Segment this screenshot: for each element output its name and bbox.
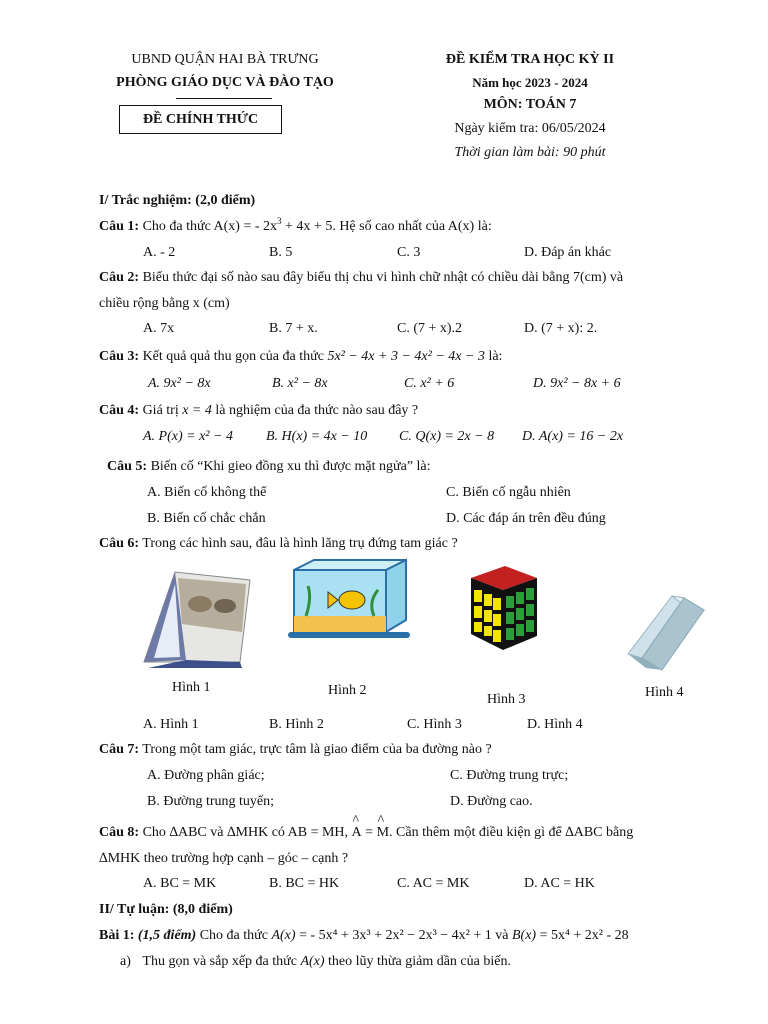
- figure-2-caption: Hình 2: [328, 683, 367, 698]
- option: A. 9x² − 8x: [148, 376, 211, 391]
- question-2-label: Câu 2:: [99, 270, 140, 285]
- option: C. Biến cố ngẫu nhiên: [446, 485, 571, 500]
- question-7: Câu 7: Trong một tam giác, trực tâm là giao điểm của ba đường nào ?: [99, 742, 492, 757]
- question-3-label: Câu 3:: [99, 349, 140, 364]
- calendar-prism-figure: [130, 562, 255, 672]
- aquarium-figure: [286, 556, 412, 646]
- option: C. 3: [397, 245, 421, 260]
- exercise-1-part-a: a) Thu gọn và sắp xếp đa thức A(x) theo lũy thừa giảm dần của biến.: [120, 954, 511, 969]
- figure-4-caption: Hình 4: [645, 685, 684, 700]
- exercise-1: Bài 1: (1,5 điểm) Cho đa thức A(x) = - 5x⁴ + 3x³ + 2x² − 2x³ − 4x² + 1 và B(x) = 5x⁴ + 2x² - 28: [99, 928, 629, 943]
- department-name: UBND QUẬN HAI BÀ TRƯNG: [131, 52, 319, 67]
- option: C. Đường trung trực;: [450, 768, 569, 783]
- option: D. Các đáp án trên đều đúng: [446, 511, 606, 526]
- option: A. 7x: [143, 321, 175, 336]
- question-8-line2: ∆MHK theo trường hợp cạnh – góc – cạnh ?: [99, 851, 349, 866]
- option: C. Q(x) = 2x − 8: [399, 429, 495, 444]
- exam-title: ĐỀ KIỂM TRA HỌC KỲ II: [445, 52, 615, 67]
- header-divider: [176, 98, 272, 99]
- option: D. Đường cao.: [450, 794, 533, 809]
- option: A. Biến cố không thể: [147, 485, 267, 500]
- question-2-line2: chiều rộng bằng x (cm): [99, 296, 230, 311]
- question-7-label: Câu 7:: [99, 742, 140, 757]
- question-6: Câu 6: Trong các hình sau, đâu là hình lăng trụ đứng tam giác ?: [99, 536, 458, 551]
- official-exam-box: ĐỀ CHÍNH THỨC: [119, 105, 282, 134]
- option: A. Đường phân giác;: [147, 768, 265, 783]
- option: D. 9x² − 8x + 6: [533, 376, 621, 391]
- option: C. AC = MK: [397, 876, 470, 891]
- exercise-1-label: Bài 1:: [99, 928, 135, 943]
- question-5-label: Câu 5:: [107, 459, 148, 474]
- glass-prism-figure: [622, 588, 712, 674]
- question-1-label: Câu 1:: [99, 219, 140, 234]
- question-3: Câu 3: Kết quả quả thu gọn của đa thức 5x² − 4x + 3 − 4x² − 4x − 3 là:: [99, 349, 503, 364]
- school-year: Năm học 2023 - 2024: [472, 75, 588, 90]
- office-name: PHÒNG GIÁO DỤC VÀ ĐÀO TẠO: [116, 75, 334, 90]
- question-2: Câu 2: Biểu thức đại số nào sau đây biểu thị chu vi hình chữ nhật có chiều dài bằng 7(cm) và: [99, 270, 624, 285]
- figure-3-caption: Hình 3: [487, 692, 526, 707]
- option: C. x² + 6: [404, 376, 455, 391]
- figure-1-caption: Hình 1: [172, 680, 211, 695]
- section-2-title: II/ Tự luận: (8,0 điểm): [99, 902, 233, 917]
- part-a-label: a): [120, 954, 131, 969]
- option: B. Biến cố chắc chắn: [147, 511, 266, 526]
- angle-m: ^ M: [377, 825, 389, 841]
- option: D. Hình 4: [527, 717, 583, 732]
- option: B. Đường trung tuyến;: [147, 794, 274, 809]
- option: D. Đáp án khác: [524, 245, 612, 260]
- option: A. - 2: [143, 245, 176, 260]
- section-1-title: I/ Trắc nghiệm: (2,0 điểm): [99, 193, 256, 208]
- angle-a: ^ A: [352, 825, 362, 841]
- exercise-1-points: (1,5 điểm): [134, 928, 197, 943]
- option: A. P(x) = x² − 4: [143, 429, 233, 444]
- option: C. Hình 3: [407, 717, 462, 732]
- question-5: Câu 5: Biến cố “Khi gieo đồng xu thì được mặt ngửa” là:: [107, 459, 431, 474]
- option: B. 7 + x.: [269, 321, 318, 336]
- rubik-cube-figure: [465, 562, 545, 654]
- subject: MÔN: TOÁN 7: [483, 97, 577, 112]
- question-4-label: Câu 4:: [99, 403, 140, 418]
- question-1: Câu 1: Cho đa thức A(x) = - $2x^3 + 4x + 5$. Hệ số cao nhất của A(x) là:: [99, 216, 492, 234]
- option: B. H(x) = 4x − 10: [266, 429, 368, 444]
- exam-date: Ngày kiểm tra: 06/05/2024: [454, 121, 606, 136]
- question-4: Câu 4: Giá trị x = 4 là nghiệm của đa thức nào sau đây ?: [99, 403, 419, 418]
- question-8-label: Câu 8:: [99, 825, 140, 840]
- option: A. BC = MK: [143, 876, 217, 891]
- option: A. Hình 1: [143, 717, 199, 732]
- option: C. (7 + x).2: [397, 321, 463, 336]
- option: D. A(x) = 16 − 2x: [522, 429, 624, 444]
- option: D. AC = HK: [524, 876, 595, 891]
- option: B. x² − 8x: [272, 376, 328, 391]
- question-8: Câu 8: Cho ∆ABC và ∆MHK có AB = MH, ^ A = ^ M. Cần thêm một điều kiện gì để ∆ABC bằng: [99, 825, 633, 841]
- option: D. (7 + x): 2.: [524, 321, 598, 336]
- option: B. 5: [269, 245, 293, 260]
- option: B. Hình 2: [269, 717, 324, 732]
- question-6-label: Câu 6:: [99, 536, 140, 551]
- option: B. BC = HK: [269, 876, 340, 891]
- exam-duration: Thời gian làm bài: 90 phút: [454, 145, 606, 160]
- polynomial-expression: 5x² − 4x + 3 − 4x² − 4x − 3: [327, 349, 485, 364]
